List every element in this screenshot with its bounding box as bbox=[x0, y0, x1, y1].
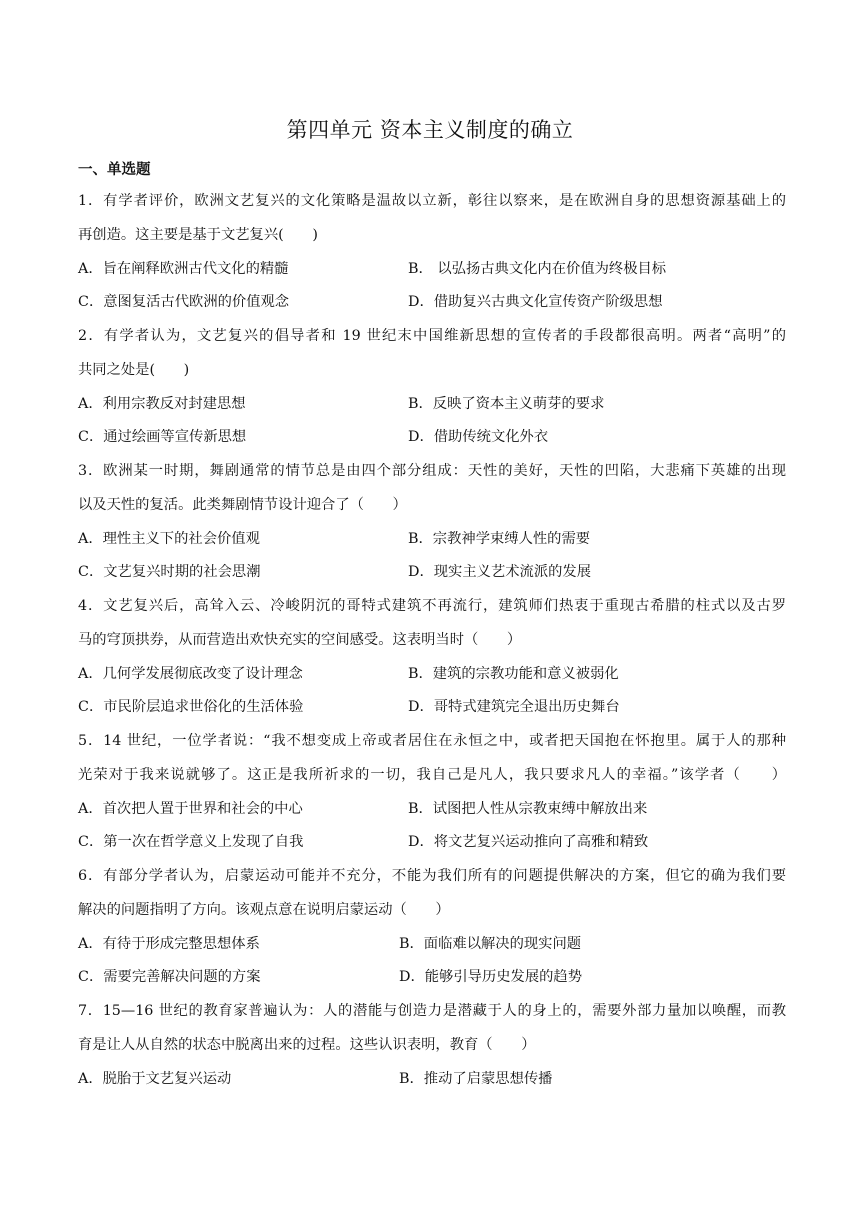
question-1-line-1: 1．有学者评价，欧洲文艺复兴的文化策略是温故以立新，彰往以察来，是在欧洲自身的思想资源基础上的 bbox=[78, 193, 786, 209]
question-5-line-2: 光荣对于我来说就够了。这正是我所祈求的一切，我自己是凡人，我只要求凡人的幸福。”该学者（ ） bbox=[78, 767, 786, 783]
question-5-option-c[interactable]: C．第一次在哲学意义上发现了自我 bbox=[78, 834, 304, 850]
question-3-option-d[interactable]: D．现实主义艺术流派的发展 bbox=[408, 564, 592, 580]
question-6-option-c[interactable]: C．需要完善解决问题的方案 bbox=[78, 969, 261, 985]
question-3-option-c[interactable]: C．文艺复兴时期的社会思潮 bbox=[78, 564, 261, 580]
question-4-line-1: 4．文艺复兴后，高耸入云、冷峻阴沉的哥特式建筑不再流行，建筑师们热衷于重现古希腊的柱式以及古罗 bbox=[78, 598, 786, 614]
question-6-line-2: 解决的问题指明了方向。该观点意在说明启蒙运动（ ） bbox=[78, 902, 450, 918]
question-1-line-2: 再创造。这主要是基于文艺复兴( ) bbox=[78, 227, 318, 243]
question-4-option-b[interactable]: B．建筑的宗教功能和意义被弱化 bbox=[408, 666, 619, 682]
question-3-option-b[interactable]: B．宗教神学束缚人性的需要 bbox=[408, 531, 591, 547]
section-heading: 一、单选题 bbox=[78, 162, 151, 178]
question-5-option-d[interactable]: D．将文艺复兴运动推向了高雅和精致 bbox=[408, 834, 649, 850]
question-4-line-2: 马的穹顶拱券，从而营造出欢快充实的空间感受。这表明当时（ ） bbox=[78, 632, 522, 648]
question-7-line-1: 7．15—16 世纪的教育家普遍认为：人的潜能与创造力是潜藏于人的身上的，需要外部力量加以唤醒，而教 bbox=[78, 1003, 786, 1019]
question-4-option-a[interactable]: A．几何学发展彻底改变了设计理念 bbox=[78, 666, 303, 682]
question-2-line-2: 共同之处是( ) bbox=[78, 362, 190, 378]
question-6-option-a[interactable]: A．有待于形成完整思想体系 bbox=[78, 936, 260, 952]
question-7-line-2: 育是让人从自然的状态中脱离出来的过程。这些认识表明，教育（ ） bbox=[78, 1037, 536, 1053]
question-5-option-a[interactable]: A．首次把人置于世界和社会的中心 bbox=[78, 801, 303, 817]
question-5-line-1: 5．14 世纪，一位学者说：“我不想变成上帝或者居住在永恒之中，或者把天国抱在怀抱里。属于人的那种 bbox=[78, 733, 786, 749]
document-title: 第四单元 资本主义制度的确立 bbox=[286, 118, 574, 142]
question-4-option-c[interactable]: C．市民阶层追求世俗化的生活体验 bbox=[78, 699, 304, 715]
question-6-option-b[interactable]: B．面临难以解决的现实问题 bbox=[399, 936, 582, 952]
question-2-option-c[interactable]: C．通过绘画等宣传新思想 bbox=[78, 429, 247, 445]
question-3-option-a[interactable]: A．理性主义下的社会价值观 bbox=[78, 531, 260, 547]
question-6-option-d[interactable]: D．能够引导历史发展的趋势 bbox=[399, 969, 583, 985]
question-3-line-2: 以及天性的复活。此类舞剧情节设计迎合了（ ） bbox=[78, 497, 407, 513]
question-4-option-d[interactable]: D．哥特式建筑完全退出历史舞台 bbox=[408, 699, 620, 715]
question-1-option-b[interactable]: B． 以弘扬古典文化内在价值为终极目标 bbox=[408, 261, 667, 277]
question-7-option-b[interactable]: B．推动了启蒙思想传播 bbox=[399, 1071, 553, 1087]
question-2-option-a[interactable]: A．利用宗教反对封建思想 bbox=[78, 396, 246, 412]
question-1-option-c[interactable]: C．意图复活古代欧洲的价值观念 bbox=[78, 294, 290, 310]
question-1-option-d[interactable]: D．借助复兴古典文化宣传资产阶级思想 bbox=[408, 294, 663, 310]
question-3-line-1: 3．欧洲某一时期，舞剧通常的情节总是由四个部分组成：天性的美好，天性的凹陷，大悲痛下英雄的出现 bbox=[78, 463, 786, 479]
question-7-option-a[interactable]: A．脱胎于文艺复兴运动 bbox=[78, 1071, 232, 1087]
question-1-option-a[interactable]: A．旨在阐释欧洲古代文化的精髓 bbox=[78, 261, 289, 277]
question-2-option-b[interactable]: B．反映了资本主义萌芽的要求 bbox=[408, 396, 605, 412]
question-5-option-b[interactable]: B．试图把人性从宗教束缚中解放出来 bbox=[408, 801, 648, 817]
question-2-line-1: 2．有学者认为，文艺复兴的倡导者和 19 世纪末中国维新思想的宣传者的手段都很高明。两者“高明”的 bbox=[78, 328, 786, 344]
question-2-option-d[interactable]: D．借助传统文化外衣 bbox=[408, 429, 549, 445]
question-6-line-1: 6．有部分学者认为，启蒙运动可能并不充分，不能为我们所有的问题提供解决的方案，但它的确为我们要 bbox=[78, 868, 786, 884]
